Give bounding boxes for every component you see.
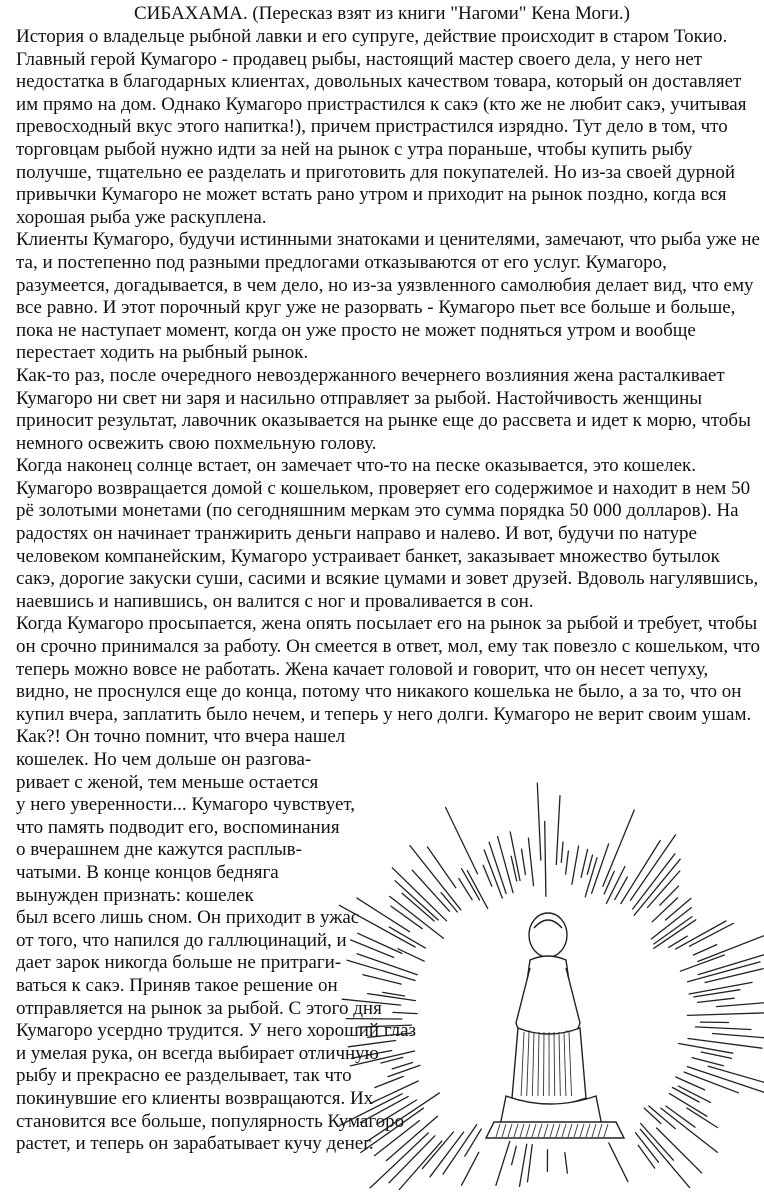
ending-line: дает зарок никогда больше не притраги- bbox=[16, 952, 342, 974]
ray-stroke bbox=[388, 1065, 420, 1076]
ray-stroke bbox=[666, 898, 691, 920]
ending-line: ривает с женой, тем меньше остается bbox=[16, 771, 319, 793]
ray-stroke bbox=[383, 992, 405, 996]
ray-stroke bbox=[528, 838, 533, 886]
ray-stroke bbox=[566, 851, 569, 874]
ray-stroke bbox=[644, 1108, 661, 1123]
ray-stroke bbox=[660, 886, 679, 905]
ray-stroke bbox=[427, 847, 455, 888]
ray-stroke bbox=[363, 975, 401, 984]
ending-line: покинувшие его клиенты возвращаются. Их bbox=[16, 1087, 374, 1109]
ray-stroke bbox=[679, 1044, 733, 1054]
ray-stroke bbox=[370, 1133, 428, 1188]
kneeling-figure-radiant-icon bbox=[268, 770, 764, 1200]
ray-stroke bbox=[565, 1153, 568, 1174]
ray-stroke bbox=[350, 1051, 414, 1066]
ray-stroke bbox=[692, 1058, 723, 1066]
ending-line: кошелек. Но чем дольше он разгова- bbox=[16, 749, 312, 770]
ray-stroke bbox=[351, 940, 394, 958]
ray-stroke bbox=[561, 842, 563, 862]
ending-line: растет, и теперь он зарабатывает кучу денег. bbox=[16, 1133, 374, 1155]
ending-line: чатыми. В конце концов бедняга bbox=[16, 861, 279, 883]
ray-stroke bbox=[690, 923, 734, 946]
ray-stroke bbox=[522, 849, 526, 874]
ray-stroke bbox=[693, 945, 716, 955]
ending-line: рыбу и прекрасно ее разделывает, так что bbox=[16, 1065, 352, 1087]
ray-stroke bbox=[393, 1012, 417, 1013]
ray-stroke bbox=[348, 1041, 395, 1047]
ray-stroke bbox=[698, 998, 735, 1002]
ray-stroke bbox=[358, 1025, 412, 1027]
ray-stroke bbox=[368, 1033, 412, 1037]
ray-stroke bbox=[498, 837, 513, 893]
ray-stroke bbox=[609, 1143, 628, 1182]
ray-stroke bbox=[705, 969, 763, 983]
ray-stroke bbox=[638, 1145, 655, 1168]
ray-stroke bbox=[410, 846, 461, 910]
ray-stroke bbox=[537, 783, 541, 860]
paragraph-clients: Клиенты Кумагоро, будучи истинными знатоками и ценителями, замечают, что рыба уже не та, и постепенно под разными предлогами отказываются от его услуг. Кумагоро, разумеется, догадывается, в чем дело, но из-за уязвленного самолюбия делает вид, что ему все равно. И этот порочный круг уже не разорвать - Кумагоро пьет все больше и больше, пока не наступает момент, когда он уже просто не может подняться утром и вообще перестает ходить на рыбный рынок. bbox=[16, 229, 760, 364]
ray-stroke bbox=[661, 1108, 718, 1152]
ray-stroke bbox=[717, 1002, 764, 1007]
ending-line: от того, что напился до галлюцинаций, и bbox=[16, 929, 347, 951]
ray-stroke bbox=[368, 994, 416, 1001]
ray-stroke bbox=[651, 908, 691, 939]
ray-stroke bbox=[676, 921, 726, 949]
ray-stroke bbox=[701, 1052, 731, 1058]
ray-stroke bbox=[528, 1145, 533, 1182]
ray-stroke bbox=[585, 858, 597, 897]
ending-line: о вчерашнем дне кажутся расплыв- bbox=[16, 839, 302, 861]
ray-stroke bbox=[402, 893, 434, 921]
ray-stroke bbox=[459, 878, 472, 899]
ray-stroke bbox=[340, 1094, 402, 1126]
ending-line: у него уверенности... Кумагоро чувствует, bbox=[16, 794, 356, 816]
ray-stroke bbox=[496, 1142, 510, 1186]
ending-line: вынужден признать: кошелек bbox=[16, 884, 254, 906]
paragraph-awakening: Когда Кумагоро просыпается, жена опять посылает его на рынок за рыбой и требует, чтобы он срочно принимался за работу. Он смеется в ответ, мол, ему так повезло с кошельком, что теперь можно вовсе не работать. Жена качает головой и говорит, что он несет чепуху, видно, не проснулся еще до конца, потому что никакого кошелька не было, а за то, что он купил вчера, заплатить было нечем, и теперь у него долги. Кумагоро не верит своим ушам. bbox=[16, 613, 760, 725]
figure bbox=[486, 913, 624, 1138]
ray-stroke bbox=[708, 1066, 764, 1090]
ending-line: отправляется на рынок за рыбой. С этого дня bbox=[16, 997, 382, 1019]
ray-stroke bbox=[342, 999, 400, 1005]
ending-line: что память подводит его, воспоминания bbox=[16, 816, 340, 838]
ending-line: ваться к сакэ. Приняв такое решение он bbox=[16, 974, 338, 996]
ray-stroke bbox=[446, 807, 478, 874]
ray-stroke bbox=[520, 1144, 527, 1186]
paragraph-hero: Главный герой Кумагоро - продавец рыбы, настоящий мастер своего дела, у него нет недостатка в благодарных клиентах, довольных качеством товара, который он доставляет им прямо на дом. Однако Кумагоро пристрастился к сакэ (кто же не любит сакэ, учитывая превосходный вкус этого напитка!), причем пристрастился изрядно. Тут дело в том, что торговцам рыбой нужно идти за ней на рынок с утра пораньше, чтобы купить рыбу получше, тщательно ее разделать и приготовить для покупателей. Но из-за своей дурной привычки Кумагоро не может встать рано утром и приходит на рынок поздно, когда вся хорошая рыба уже раскуплена. bbox=[16, 48, 747, 228]
ray-stroke bbox=[581, 849, 588, 877]
ray-stroke bbox=[398, 949, 424, 961]
ending-line: Как?! Он точно помнит, что вчера нашел bbox=[16, 726, 346, 748]
ray-stroke bbox=[556, 796, 560, 865]
ray-stroke bbox=[375, 1076, 403, 1087]
ray-stroke bbox=[462, 1152, 479, 1185]
paragraph-intro: История о владельце рыбной лавки и его супруге, действие происходит в старом Токио. bbox=[16, 26, 728, 47]
paragraph-wallet: Когда наконец солнце встает, он замечает что-то на песке оказывается, это кошелек. Кумагоро возвращается домой с кошельком, проверяет его содержимое и находит в нем 50 рё золотыми монетами (по сегодняшним меркам это сумма порядка 50 000 долларов). На радостях он начинает транжирить деньги направо и налево. И вот, будучи по натуре человеком компанейским, Кумагоро устраивает банкет, заказывает множество бутылок сакэ, дорогие закуски суши, сасими и всякие цумами и зовет друзей. Вдоволь нагулявшись, наевшись и напившись, он валится с ног и проваливается в сон. bbox=[16, 455, 759, 612]
ray-stroke bbox=[422, 1132, 453, 1169]
ray-stroke bbox=[467, 871, 487, 909]
ray-stroke bbox=[652, 898, 677, 922]
ray-stroke bbox=[669, 936, 688, 947]
ending-line: Кумагоро усердно трудится. У него хороший глаз bbox=[16, 1020, 417, 1042]
ending-line: становится все больше, популярность Кумагоро bbox=[16, 1110, 405, 1132]
ray-stroke bbox=[371, 1081, 418, 1103]
ray-stroke bbox=[621, 841, 660, 904]
ending-line: и умелая рука, он всегда выбирает отличную bbox=[16, 1042, 379, 1064]
ray-stroke bbox=[512, 1146, 517, 1165]
ending-line: был всего лишь сном. Он приходит в ужас bbox=[16, 907, 360, 929]
ray-stroke bbox=[357, 898, 410, 932]
ray-stroke bbox=[634, 859, 680, 915]
ray-stroke bbox=[572, 846, 579, 884]
ray-stroke bbox=[587, 855, 592, 874]
ray-stroke bbox=[392, 1063, 412, 1069]
ray-stroke bbox=[654, 917, 692, 944]
ray-stroke bbox=[545, 821, 546, 896]
page-title: СИБАХАМА. (Пересказ взят из книги "Нагоми" Кена Моги.) bbox=[133, 3, 630, 24]
ray-stroke bbox=[631, 835, 676, 900]
ray-stroke bbox=[688, 1013, 764, 1016]
ray-stroke bbox=[713, 1034, 764, 1039]
ray-stroke bbox=[696, 1027, 751, 1030]
paragraph-wife: Как-то раз, после очередного невоздержанного вечернего возлияния жена расталкивает Кумагоро ни свет ни заря и насильно отправляет за рыбой. Настойчивость женщины приносит результат, лавочник оказывается на рынке еще до рассвета и идет к морю, чтобы немного освежить свою похмельную голову. bbox=[16, 364, 751, 454]
ray-stroke bbox=[694, 990, 740, 997]
ray-stroke bbox=[698, 931, 764, 962]
